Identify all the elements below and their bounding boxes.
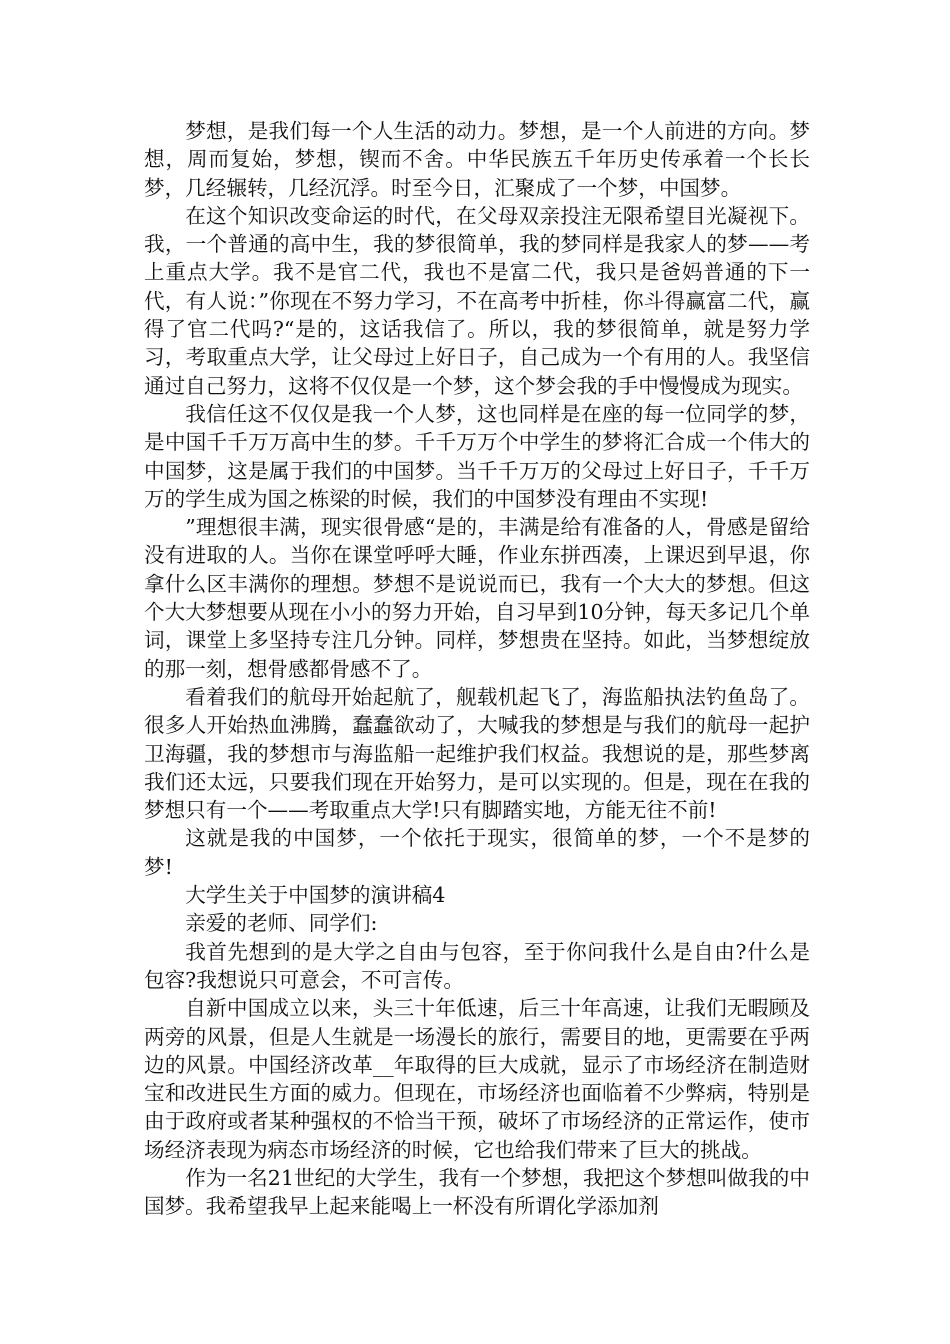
section-heading: 大学生关于中国梦的演讲稿4 xyxy=(185,883,446,908)
paragraph-freedom-tolerance: 我首先想到的是大学之自由与包容，至于你问我什么是自由?什么是包容?我想说只可意会，不可言传。 xyxy=(144,939,810,992)
paragraph-chinese-dream-intro: 梦想，是我们每一个人生活的动力。梦想，是一个人前进的方向。梦想，周而复始，梦想，锲而不舍。中华民族五千年历史传承着一个长长梦，几经辗转，几经沉浮。时至今日，汇聚成了一个梦，中国梦。 xyxy=(144,119,810,200)
paragraph-knowledge-era: 在这个知识改变命运的时代，在父母双亲投注无限希望目光凝视下。我，一个普通的高中生，我的梦很简单，我的梦同样是我家人的梦——考上重点大学。我不是官二代，我也不是富二代，我只是爸妈普通的下一代，有人说：”你现在不努力学习，不在高考中折桂，你斗得赢富二代，赢得了官二代吗?“是的，这话我信了。所以，我的梦很简单，就是努力学习，考取重点大学，让父母过上好日子，自己成为一个有用的人。我坚信通过自己努力，这将不仅仅是一个梦，这个梦会我的手中慢慢成为现实。 xyxy=(144,203,810,398)
paragraph-economic-reform: 自新中国成立以来，头三十年低速，后三十年高速，让我们无暇顾及两旁的风景，但是人生就是一场漫长的旅行，需要目的地，更需要在乎两边的风景。中国经济改革__年取得的巨大成就，显示了市场经济在制造财宝和改进民生方面的威力。但现在，市场经济也面临着不少弊病，特别是由于政府或者某种强权的不恰当干预，破坏了市场经济的正常运作，使市场经济表现为病态市场经济的时候，它也给我们带来了巨大的挑战。 xyxy=(144,996,810,1162)
paragraph-aircraft-carrier: 看着我们的航母开始起航了，舰载机起飞了，海监船执法钓鱼岛了。很多人开始热血沸腾，蠢蠢欲动了，大喊我的梦想是与我们的航母一起护卫海疆，我的梦想市与海监船一起维护我们权益。我想说的是，那些梦离我们还太远，只要我们现在开始努力，是可以实现的。但是，现在在我的梦想只有一个——考取重点大学!只有脚踏实地，方能无往不前! xyxy=(144,684,810,823)
paragraph-21st-century-student: 作为一名21世纪的大学生，我有一个梦想，我把这个梦想叫做我的中国梦。我希望我早上起来能喝上一杯没有所谓化学添加剂 xyxy=(144,1165,810,1219)
paragraph-my-chinese-dream: 这就是我的中国梦，一个依托于现实，很简单的梦，一个不是梦的梦! xyxy=(144,826,810,879)
document-body xyxy=(144,117,810,1221)
paragraph-ideal-reality: ”理想很丰满，现实很骨感“是的，丰满是给有准备的人，骨感是留给没有进取的人。当你在课堂呼呼大睡，作业东拼西凑，上课迟到早退，你拿什么区丰满你的理想。梦想不是说说而已，我有一个大大的梦想。但这个大大梦想要从现在小小的努力开始，自习早到10分钟，每天多记几个单词，课堂上多坚持专注几分钟。同样，梦想贵在坚持。如此，当梦想绽放的那一刻，想骨感都骨感不了。 xyxy=(144,515,810,681)
salutation: 亲爱的老师、同学们: xyxy=(185,911,378,936)
paragraph-shared-dream: 我信任这不仅仅是我一个人梦，这也同样是在座的每一位同学的梦，是中国千千万万高中生的梦。千千万万个中学生的梦将汇合成一个伟大的中国梦，这是属于我们的中国梦。当千千万万的父母过上好日子，千千万万的学生成为国之栋梁的时候，我们的中国梦没有理由不实现! xyxy=(144,401,810,511)
